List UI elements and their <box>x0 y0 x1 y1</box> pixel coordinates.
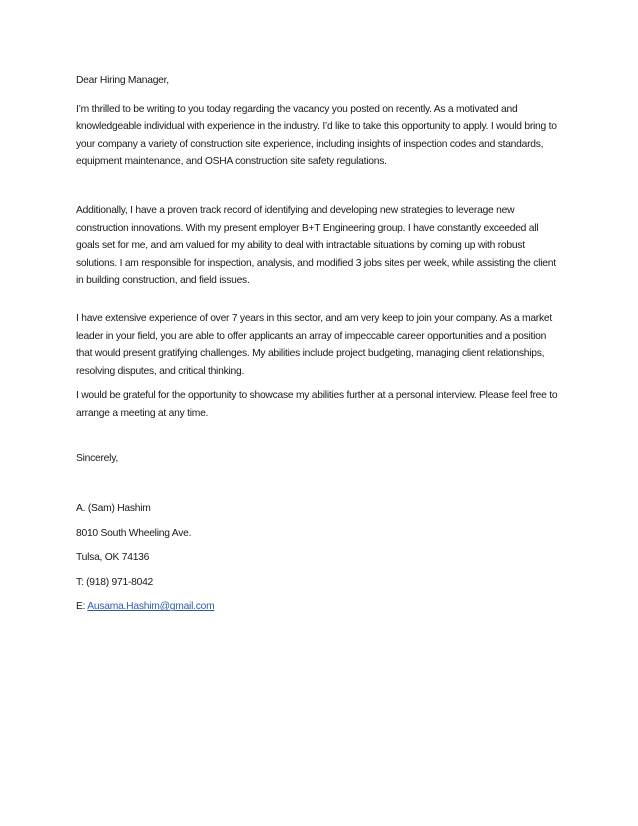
paragraph-spacer <box>76 290 564 310</box>
email-prefix: E: <box>76 601 88 613</box>
signature-street: 8010 South Wheeling Ave. <box>76 527 192 539</box>
email-link[interactable]: Ausama.Hashim@gmail.com <box>87 601 215 613</box>
signature-phone: T: (918) 971-8042 <box>76 576 154 588</box>
paragraph-spacer <box>76 182 564 202</box>
letter-greeting: Dear Hiring Manager, <box>76 75 169 86</box>
letter-closing: Sincerely, <box>76 452 118 464</box>
letter-paragraph-2: Additionally, I have a proven track record of identifying and developing new strategies to leverage new construction innovations. With my present employer B+T Engineering group. I have constantly exceeded all goals set for me, and am valued for my ability to deal with intractable situations by coming up with robust solutions. I am responsible for inspection, analysis, and modified 3 jobs sites per week, while assisting the client in building construction, and field issues. <box>76 204 556 287</box>
signature-block <box>76 500 564 616</box>
letter-paragraph-4: I would be grateful for the opportunity to showcase my abilities further at a personal interview. Please feel free to arrange a meeting at any time. <box>76 390 558 419</box>
signature-city: Tulsa, OK 74136 <box>76 552 150 564</box>
closing-spacer <box>76 423 564 450</box>
signature-email-line <box>76 598 564 616</box>
letter-paragraph-3: I have extensive experience of over 7 years in this sector, and am very keep to join your company. As a market leader in your field, you are able to offer applicants an array of impeccable career opportunities and a position that would present gratifying challenges. My abilities include project budgeting, managing client relationships, resolving disputes, and critical thinking. <box>76 312 552 377</box>
signature-spacer <box>76 467 564 500</box>
signature-name: A. (Sam) Hashim <box>76 503 151 515</box>
letter-paragraph-1: I’m thrilled to be writing to you today regarding the vacancy you posted on recently. As a motivated and knowledgeable individual with experience in the industry. I’d like to take this opportunity to apply. I would bring to your company a variety of construction site experience, including insights of inspection codes and standards, equipment maintenance, and OSHA construction site safety regulations. <box>76 103 557 168</box>
cover-letter <box>76 72 564 623</box>
